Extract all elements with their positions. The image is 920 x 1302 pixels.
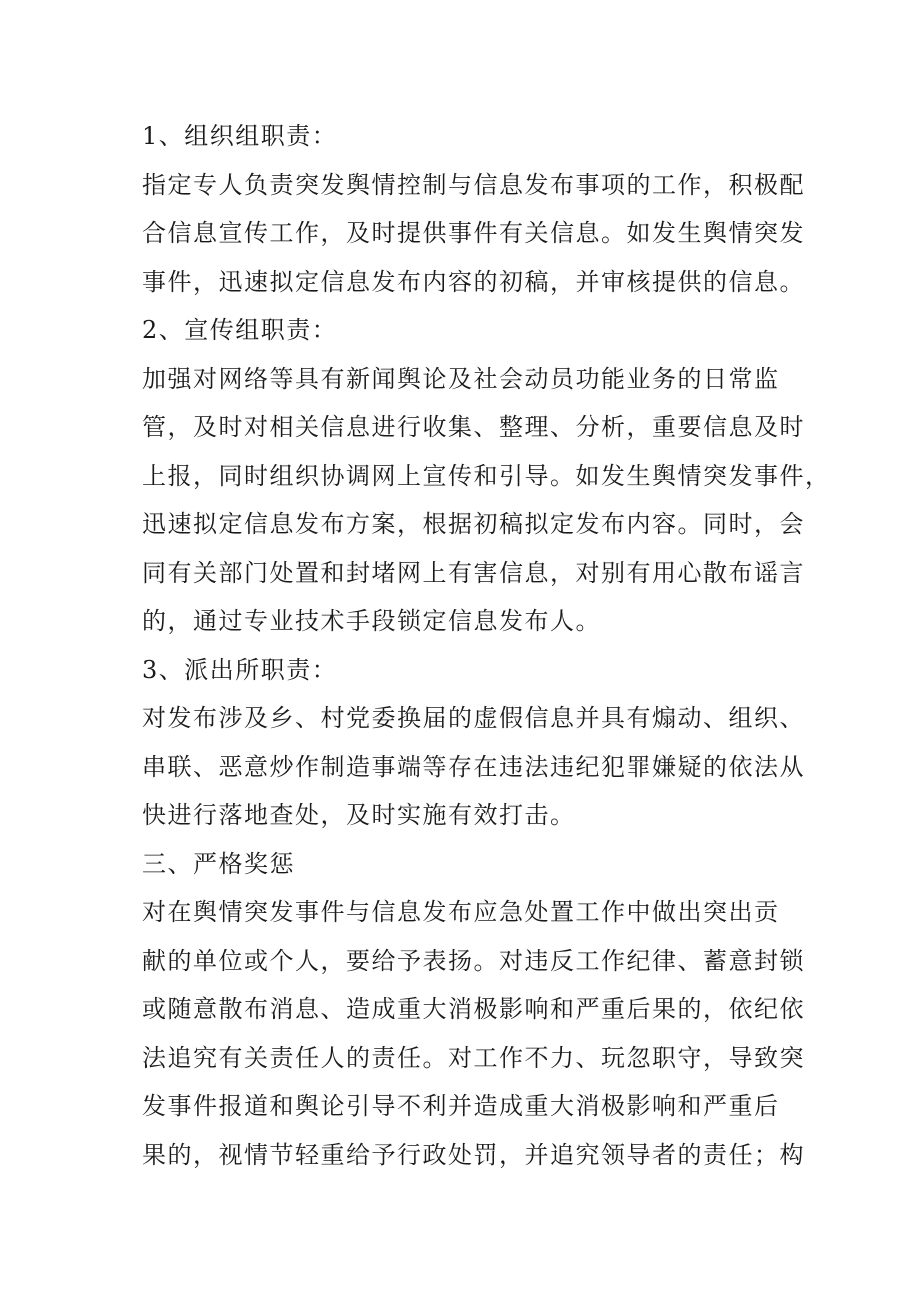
paragraph-line: 迅速拟定信息发布方案，根据初稿拟定发布内容。同时，会 — [142, 510, 805, 538]
paragraph-line: 发事件报道和舆论引导不利并造成重大消极影响和严重后 — [142, 1092, 780, 1120]
paragraph-line: 同有关部门处置和封堵网上有害信息，对别有用心散布谣言 — [142, 558, 805, 587]
paragraph-line: 的，通过专业技术手段锁定信息发布人。 — [142, 607, 601, 635]
paragraph-line: 献的单位或个人，要给予表扬。对违反工作纪律、蓄意封锁 — [142, 946, 805, 975]
paragraph-line: 加强对网络等具有新闻舆论及社会动员功能业务的日常监 — [142, 364, 780, 393]
paragraph-line: 果的，视情节轻重给予行政处罚，并追究领导者的责任；构 — [142, 1140, 805, 1169]
paragraph-line: 快进行落地查处，及时实施有效打击。 — [142, 801, 576, 829]
paragraph-line: 指定专人负责突发舆情控制与信息发布事项的工作，积极配 — [142, 170, 805, 199]
paragraph-line: 法追究有关责任人的责任。对工作不力、玩忽职守，导致突 — [142, 1043, 805, 1072]
heading-publicity-group-duties: 2、宣传组职责： — [142, 316, 338, 344]
paragraph-line: 串联、恶意炒作制造事端等存在违法违纪犯罪嫌疑的依法从 — [142, 752, 805, 781]
heading-strict-rewards-penalties: 三、严格奖惩 — [142, 849, 295, 878]
paragraph-line: 事件，迅速拟定信息发布内容的初稿，并审核提供的信息。 — [142, 267, 805, 296]
paragraph-line: 或随意散布消息、造成重大消极影响和严重后果的，依纪依 — [142, 995, 805, 1023]
document-body — [142, 112, 831, 1179]
paragraph-line: 管，及时对相关信息进行收集、整理、分析，重要信息及时 — [142, 413, 805, 441]
heading-police-station-duties: 3、派出所职责： — [142, 655, 338, 684]
paragraph-line: 对在舆情突发事件与信息发布应急处置工作中做出突出贡 — [142, 898, 780, 926]
paragraph-line: 对发布涉及乡、村党委换届的虚假信息并具有煽动、组织、 — [142, 704, 805, 732]
heading-organization-group-duties: 1、组织组职责： — [142, 122, 338, 150]
paragraph-line: 合信息宣传工作，及时提供事件有关信息。如发生舆情突发 — [142, 219, 805, 247]
paragraph-line: 上报，同时组织协调网上宣传和引导。如发生舆情突发事件， — [142, 461, 831, 490]
